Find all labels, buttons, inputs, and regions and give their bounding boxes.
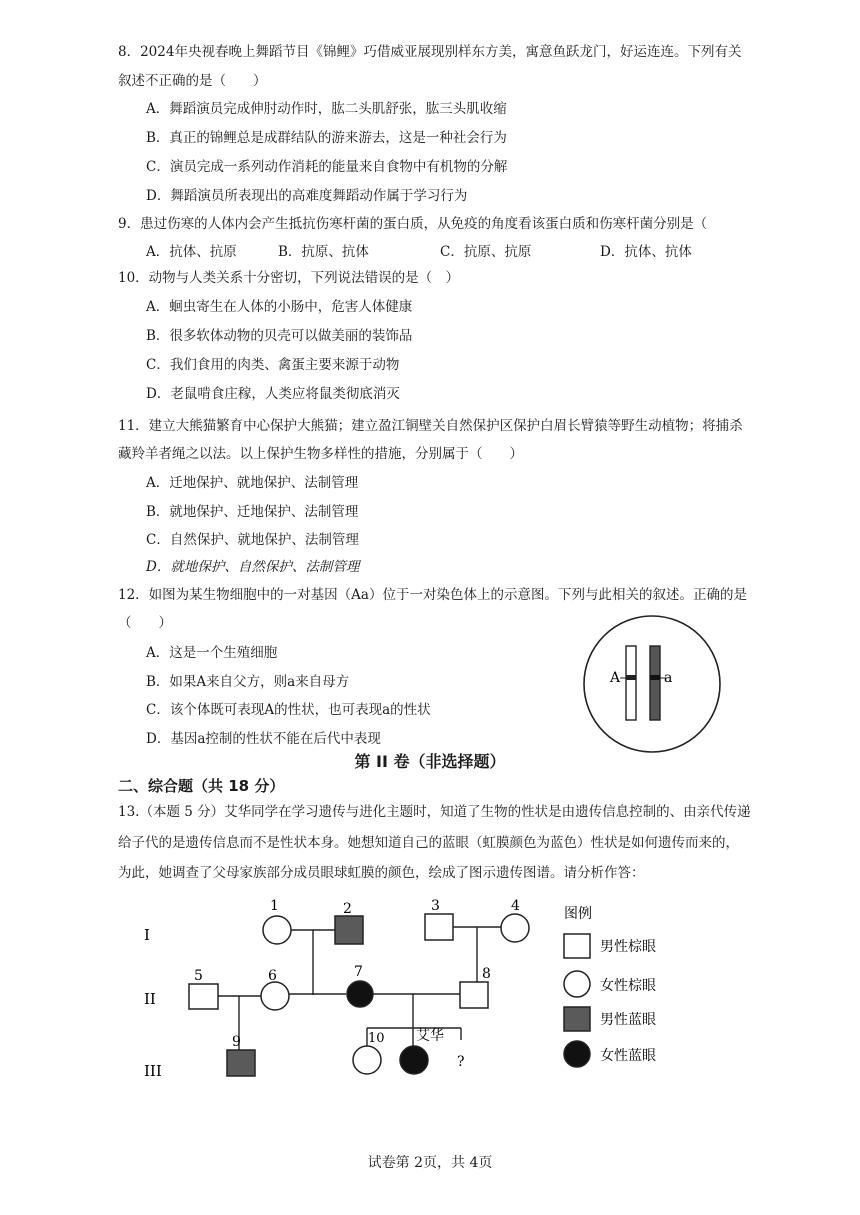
q8-option-a: A．舞蹈演员完成伸肘动作时，肱二头肌舒张，肱三头肌收缩 [146, 101, 507, 117]
individual-9-male-blue [227, 1050, 255, 1076]
legend-male-blue-symbol [564, 1007, 590, 1031]
q11-stem-line2: 藏羚羊者绳之以法。以上保护生物多样性的措施，分别属于（ ） [118, 446, 523, 462]
q8-stem-line2: 叙述不正确的是（ ） [118, 73, 267, 89]
legend-male-brown-label: 男性棕眼 [600, 939, 656, 955]
label-aihua: 艾华 [416, 1028, 444, 1044]
q12-option-a: A．这是一个生殖细胞 [146, 645, 278, 661]
q10-option-b: B．很多软体动物的贝壳可以做美丽的装饰品 [146, 328, 413, 344]
individual-4-female-brown [501, 914, 529, 942]
q13-stem-line2: 给子代的是遗传信息而不是性状本身。她想知道自己的蓝眼（虹膜颜色为蓝色）性状是如何遗传而来的， [118, 835, 739, 851]
individual-3-male-brown [425, 914, 453, 940]
label-8: 8 [482, 966, 491, 982]
q12-stem-line1: 12．如图为某生物细胞中的一对基因（Aa）位于一对染色体上的示意图。下列与此相关的叙述。正确的是 [118, 587, 747, 603]
label-5: 5 [194, 968, 203, 984]
q11-option-d: D．就地保护、自然保护、法制管理 [146, 559, 360, 575]
individual-7-female-blue [347, 981, 373, 1007]
gene-band-left [626, 675, 636, 680]
label-10: 10 [368, 1031, 385, 1046]
individual-1-female-brown [263, 916, 291, 944]
q8-option-b: B．真正的锦鲤总是成群结队的游来游去，这是一种社会行为 [146, 130, 507, 146]
q12-stem-line2: （ ） [118, 615, 172, 631]
label-4: 4 [511, 898, 520, 914]
q11-stem-line1: 11．建立大熊猫繁育中心保护大熊猫；建立盈江铜壁关自然保护区保护白眉长臂猿等野生动植物；将捕杀 [118, 418, 743, 434]
gene-label-a: a [664, 670, 673, 686]
part2-title: 第 II 卷（非选择题） [354, 752, 506, 771]
q10-option-d: D．老鼠啃食庄稼，人类应将鼠类彻底消灭 [146, 386, 400, 402]
individual-6-female-brown [261, 982, 289, 1010]
legend-male-brown-symbol [564, 934, 590, 958]
q9-option-a: A．抗体、抗原 [146, 244, 237, 260]
chromosome-left [626, 646, 636, 720]
gene-label-A: A [610, 670, 621, 686]
legend-female-brown-label: 女性棕眼 [600, 978, 656, 994]
q11-option-c: C．自然保护、就地保护、法制管理 [146, 532, 359, 548]
legend-female-blue-label: 女性蓝眼 [600, 1048, 656, 1064]
generation-label-II: II [144, 990, 156, 1008]
q10-option-c: C．我们食用的肉类、禽蛋主要来源于动物 [146, 357, 400, 373]
label-3: 3 [431, 898, 440, 914]
q8-stem-line1: 8．2024年央视春晚上舞蹈节目《锦鲤》巧借威亚展现别样东方美，寓意鱼跃龙门，好运连连。下列有关 [118, 44, 742, 60]
q8-option-d: D．舞蹈演员所表现出的高难度舞蹈动作属于学习行为 [146, 188, 468, 204]
label-7: 7 [354, 964, 363, 980]
q12-option-d: D．基因a控制的性状不能在后代中表现 [146, 731, 381, 747]
label-unknown: ? [457, 1054, 465, 1070]
q11-option-a: A．迁地保护、就地保护、法制管理 [146, 475, 359, 491]
legend-male-blue-label: 男性蓝眼 [600, 1012, 656, 1028]
q11-option-b: B．就地保护、迁地保护、法制管理 [146, 504, 359, 520]
individual-8-male-brown [460, 982, 488, 1008]
section2-title: 二、综合题（共 18 分） [118, 777, 285, 795]
q8-option-c: C．演员完成一系列动作消耗的能量来自食物中有机物的分解 [146, 159, 508, 175]
q10-option-a: A．蛔虫寄生在人体的小肠中，危害人体健康 [146, 299, 413, 315]
label-9: 9 [232, 1034, 241, 1050]
cell-chromosome-diagram [570, 610, 740, 760]
label-1: 1 [270, 898, 279, 914]
q9-option-c: C．抗原、抗原 [440, 244, 532, 260]
generation-label-I: I [144, 926, 150, 944]
q13-stem-line3: 为此，她调查了父母家族部分成员眼球虹膜的颜色，绘成了图示遗传图谱。请分析作答： [118, 865, 645, 881]
q9-stem: 9．患过伤寒的人体内会产生抵抗伤寒杆菌的蛋白质，从免疫的角度看该蛋白质和伤寒杆菌分别是（ [118, 216, 708, 232]
q10-stem: 10．动物与人类关系十分密切，下列说法错误的是（ ） [118, 270, 460, 286]
generation-label-III: III [144, 1062, 162, 1080]
q12-option-c: C．该个体既可表现A的性状，也可表现a的性状 [146, 702, 431, 718]
legend-female-brown-symbol [564, 971, 590, 997]
individual-2-male-blue [335, 916, 363, 944]
q9-option-b: B．抗原、抗体 [278, 244, 369, 260]
legend-female-blue-symbol [564, 1041, 590, 1067]
legend-title: 图例 [564, 906, 592, 922]
q13-stem-line1: 13.（本题 5 分）艾华同学在学习遗传与进化主题时，知道了生物的性状是由遗传信息控制的、由亲代传递 [118, 804, 751, 820]
individual-10-female-brown [353, 1046, 381, 1074]
q9-option-d: D．抗体、抗体 [600, 244, 692, 260]
label-2: 2 [343, 901, 352, 917]
pedigree-chart [0, 890, 860, 1090]
page-footer: 试卷第 2页，共 4页 [367, 1155, 493, 1171]
label-6: 6 [268, 968, 277, 984]
individual-5-male-brown [189, 984, 218, 1009]
gene-band-right [650, 675, 660, 680]
q12-option-b: B．如果A来自父方，则a来自母方 [146, 674, 350, 690]
chromosome-right [650, 646, 660, 720]
individual-aihua-female-blue [400, 1046, 428, 1074]
